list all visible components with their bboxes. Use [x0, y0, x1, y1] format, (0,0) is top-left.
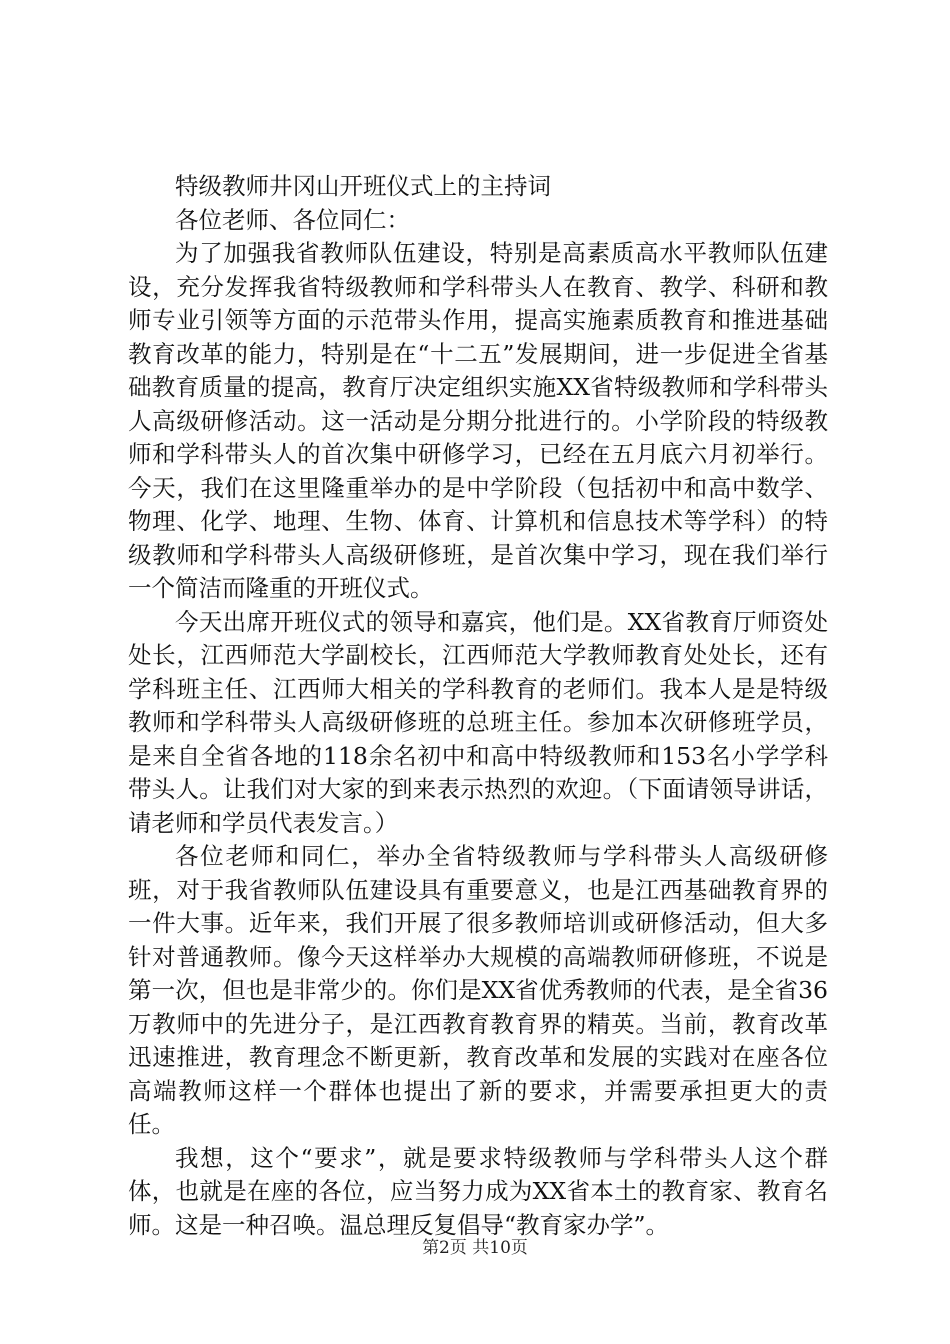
document-title: 特级教师井冈山开班仪式上的主持词	[175, 172, 551, 200]
salutation: 各位老师、各位同仁：	[175, 205, 410, 234]
paragraph: 各位老师和同仁，举办全省特级教师与学科带头人高级研修班，对于我省教师队伍建设具有重要意义，也是江西基础教育界的一件大事。近年来，我们开展了很多教师培训或研修活动，但大多针对普通教师。像今天这样举办大规模的高端教师研修班，不说是第一次，但也是非常少的。你们是XX省优秀教师的代表，是全省36万教师中的先进分子，是江西教育教育界的精英。当前，教育改革迅速推进，教育理念不断更新，教育改革和发展的实践对在座各位高端教师这样一个群体也提出了新的要求，并需要承担更大的责任。	[128, 842, 828, 1138]
paragraph: 今天出席开班仪式的领导和嘉宾，他们是。XX省教育厅师资处处长，江西师范大学副校长，江西师范大学教师教育处处长，还有学科班主任、江西师大相关的学科教育的老师们。我本人是是特级教师和学科带头人高级研修班的总班主任。参加本次研修班学员，是来自全省各地的118余名初中和高中特级教师和153名小学学科带头人。让我们对大家的到来表示热烈的欢迎。（下面请领导讲话，请老师和学员代表发言。）	[128, 607, 828, 837]
paragraph: 我想，这个“要求”，就是要求特级教师与学科带头人这个群体，也就是在座的各位，应当努力成为XX省本土的教育家、教育名师。这是一种召唤。温总理反复倡导“教育家办学”。	[128, 1143, 828, 1239]
document-body	[128, 170, 828, 1242]
page-number: 第2页 共10页	[422, 1238, 528, 1258]
paragraph: 为了加强我省教师队伍建设，特别是高素质高水平教师队伍建设，充分发挥我省特级教师和学科带头人在教育、教学、科研和教师专业引领等方面的示范带头作用，提高实施素质教育和推进基础教育改革的能力，特别是在“十二五”发展期间，进一步促进全省基础教育质量的提高，教育厅决定组织实施XX省特级教师和学科带头人高级研修活动。这一活动是分期分批进行的。小学阶段的特级教师和学科带头人的首次集中研修学习，已经在五月底六月初举行。今天，我们在这里隆重举办的是中学阶段（包括初中和高中数学、物理、化学、地理、生物、体育、计算机和信息技术等学科）的特级教师和学科带头人高级研修班，是首次集中学习，现在我们举行一个简洁而隆重的开班仪式。	[128, 239, 828, 602]
